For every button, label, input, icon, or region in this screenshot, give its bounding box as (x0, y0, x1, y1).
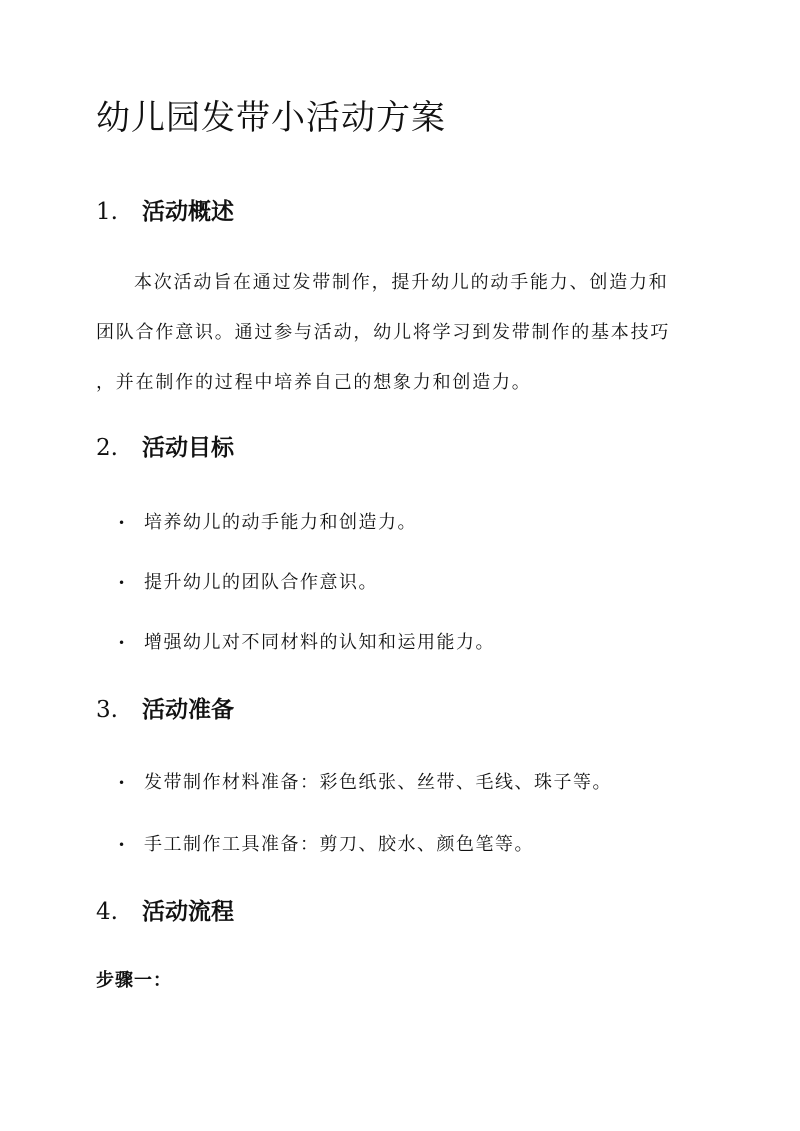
section-heading-process (96, 896, 234, 928)
section-number: 1. (96, 199, 118, 225)
list-item-text: 手工制作工具准备：剪刀、胶水、颜色笔等。 (144, 834, 534, 855)
list-item (118, 570, 378, 596)
section-heading-overview (96, 196, 234, 228)
paragraph-line: 本次活动旨在通过发带制作，提升幼儿的动手能力、创造力和 (134, 272, 669, 293)
list-item-text: 增强幼儿对不同材料的认知和运用能力。 (144, 632, 495, 653)
section-number: 2. (96, 435, 118, 461)
section-number: 4. (96, 899, 118, 925)
section-title: 活动准备 (142, 696, 234, 723)
bullet-icon: • (118, 776, 126, 790)
list-item (118, 770, 612, 796)
section-heading-preparation (96, 694, 234, 726)
step-label: 步骤一： (96, 970, 172, 991)
list-item (118, 832, 534, 858)
bullet-icon: • (118, 636, 126, 650)
list-item-text: 提升幼儿的团队合作意识。 (144, 572, 378, 593)
list-item-text: 发带制作材料准备：彩色纸张、丝带、毛线、珠子等。 (144, 772, 612, 793)
section-title: 活动目标 (142, 434, 234, 461)
bullet-icon: • (118, 576, 126, 590)
paragraph-line: 团队合作意识。通过参与活动，幼儿将学习到发带制作的基本技巧 (96, 322, 671, 343)
section-title: 活动流程 (142, 898, 234, 925)
list-item (118, 510, 417, 536)
document-title: 幼儿园发带小活动方案 (96, 98, 446, 138)
section-number: 3. (96, 697, 118, 723)
list-item-text: 培养幼儿的动手能力和创造力。 (144, 512, 417, 533)
paragraph-line: ，并在制作的过程中培养自己的想象力和创造力。 (96, 372, 532, 393)
section-heading-goals (96, 432, 234, 464)
bullet-icon: • (118, 838, 126, 852)
bullet-icon: • (118, 516, 126, 530)
section-title: 活动概述 (142, 198, 234, 225)
list-item (118, 630, 495, 656)
